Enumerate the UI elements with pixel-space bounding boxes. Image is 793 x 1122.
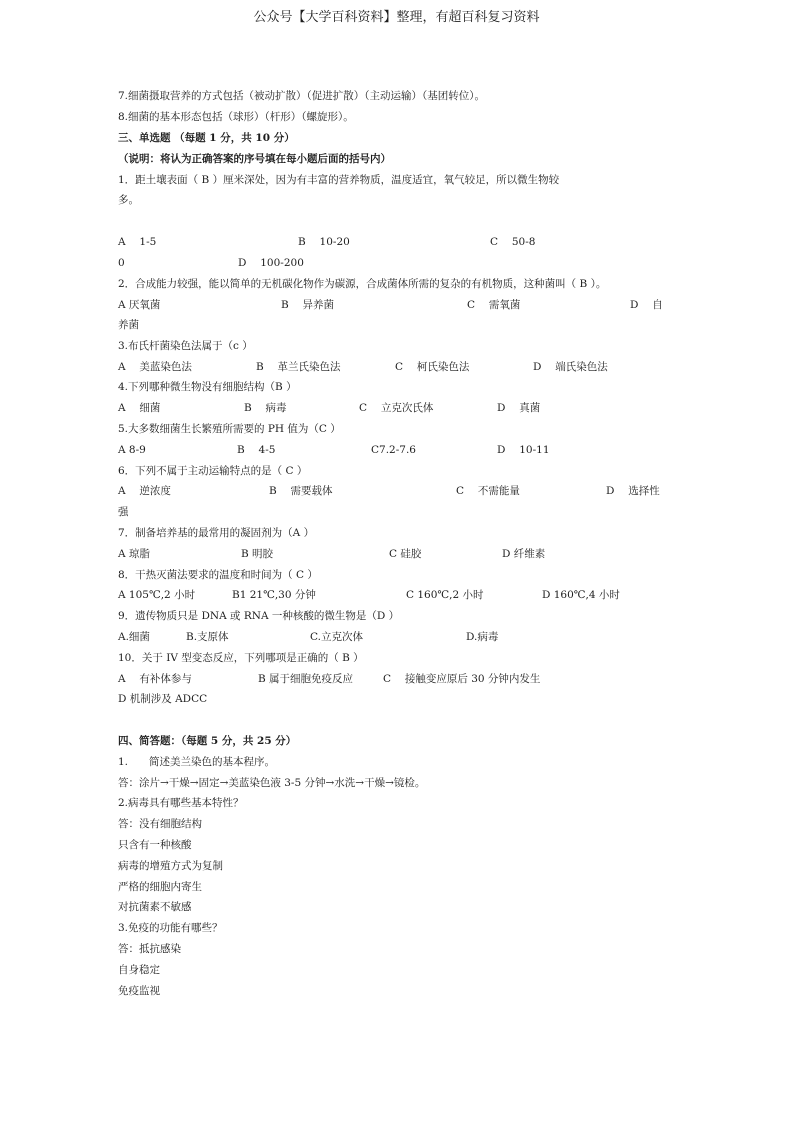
question-5-option-c: C7.2-7.6 [371,444,416,456]
question-6-option-b: B 需要载体 [269,485,333,497]
question-10-option-b: B 属于细胞免疫反应 [258,673,354,685]
question-1-option-a: A 1-5 [118,236,157,248]
question-1-option-b: B 10-20 [298,236,350,248]
question-9-stem: 9．遗传物质只是 DNA 或 RNA 一种核酸的微生物是（D ） [118,610,400,622]
question-6-option-a: A 逆浓度 [118,485,171,497]
question-2-option-b: B 异养菌 [281,299,335,311]
question-8-option-a: A 105℃,2 小时 [118,589,196,601]
short-answer-line: 对抗菌素不敏感 [118,901,192,913]
section3-title: 三、单选题 （每题 1 分，共 10 分） [118,132,295,144]
question-9-option-d: D.病毒 [466,631,499,643]
section3-note: （说明：将认为正确答案的序号填在每小题后面的括号内） [118,153,391,165]
question-7-option-c: C 硅胶 [389,548,422,560]
question-2-option-a: A 厌氧菌 [118,299,161,311]
question-4-stem: 4.下列哪种微生物没有细胞结构（B ） [118,381,297,393]
question-4-option-a: A 细菌 [118,402,161,414]
question-10-option-a: A 有补体参与 [118,673,192,685]
question-8-option-b: B1 21℃,30 分钟 [232,589,316,601]
short-answer-line: 只含有一种核酸 [118,839,192,851]
question-4-option-b: B 病毒 [244,402,287,414]
question-5-option-a: A 8-9 [118,444,146,456]
question-9-option-a: A.细菌 [118,631,150,643]
short-answer-line: 免疫监视 [118,985,160,997]
question-1-option-c: C 50-8 [490,236,536,248]
question-7-option-d: D 纤维素 [502,548,546,560]
fill-in-q7: 7.细菌摄取营养的方式包括（被动扩散）（促进扩散）（主动运输）（基团转位）。 [118,90,486,102]
question-8-option-d: D 160℃,4 小时 [542,589,620,601]
question-1-stem-wrap: 多。 [118,194,139,206]
short-answer-line: 答：没有细胞结构 [118,818,202,830]
question-1-option-c-wrap: 0 [118,257,125,269]
question-6-option-c: C 不需能量 [456,485,520,497]
question-10-option-d: D 机制涉及 ADCC [118,693,208,705]
question-2-option-c: C 需氧菌 [467,299,521,311]
short-answer-line: 严格的细胞内寄生 [118,881,202,893]
question-9-option-c: C.立克次体 [310,631,363,643]
question-5-stem: 5.大多数细菌生长繁殖所需要的 PH 值为（C ） [118,423,341,435]
question-6-option-d: D 选择性 [606,485,660,497]
question-4-option-c: C 立克次氏体 [359,402,434,414]
question-8-option-c: C 160℃,2 小时 [406,589,484,601]
short-answer-line: 答：涂片→干燥→固定→美蓝染色液 3-5 分钟→水洗→干燥→镜检。 [118,777,426,789]
question-2-option-d: D 自 [630,299,663,311]
question-5-option-b: B 4-5 [237,444,276,456]
question-1-option-d: D 100-200 [238,257,304,269]
question-6-stem: 6．下列不属于主动运输特点的是（ C ） [118,465,308,477]
question-3-option-d: D 端氏染色法 [533,361,608,373]
question-5-option-d: D 10-11 [497,444,550,456]
question-9-option-b: B.支原体 [186,631,229,643]
question-10-stem: 10．关于 IV 型变态反应，下列哪项是正确的（ B ） [118,652,364,664]
question-1-stem: 1．距土壤表面（ B ）厘米深处，因为有丰富的营养物质，温度适宜，氧气较足，所以微生物较 [118,174,560,186]
question-3-option-c: C 柯氏染色法 [395,361,470,373]
fill-in-q8: 8.细菌的基本形态包括（球形）（杆形）（螺旋形）。 [118,111,354,123]
page-header: 公众号【大学百科资料】整理，有超百科复习资料 [253,10,540,25]
short-answer-line: 病毒的增殖方式为复制 [118,860,223,872]
question-7-stem: 7．制备培养基的最常用的凝固剂为（A ） [118,527,315,539]
short-answer-line: 自身稳定 [118,964,160,976]
section4-title: 四、简答题：（每题 5 分，共 25 分） [118,735,297,747]
short-answer-line: 3.免疫的功能有哪些？ [118,922,223,934]
question-2-option-d-wrap: 养菌 [118,319,139,331]
question-2-stem: 2．合成能力较强，能以简单的无机碳化物作为碳源，合成菌体所需的复杂的有机物质，这种菌叫（ B ）。 [118,278,607,290]
short-answer-line: 1. 简述美兰染色的基本程序。 [118,756,276,768]
question-10-option-c: C 接触变应原后 30 分钟内发生 [383,673,541,685]
question-3-option-a: A 美蓝染色法 [118,361,192,373]
question-8-stem: 8．干热灭菌法要求的温度和时间为（ C ） [118,569,318,581]
question-7-option-b: B 明胶 [241,548,274,560]
short-answer-line: 2.病毒具有哪些基本特性？ [118,797,244,809]
question-3-stem: 3.布氏杆菌染色法属于（c ） [118,340,253,352]
question-3-option-b: B 革兰氏染色法 [256,361,341,373]
short-answer-line: 答：抵抗感染 [118,943,181,955]
question-6-option-d-wrap: 强 [118,506,129,518]
question-7-option-a: A 琼脂 [118,548,150,560]
question-4-option-d: D 真菌 [497,402,541,414]
